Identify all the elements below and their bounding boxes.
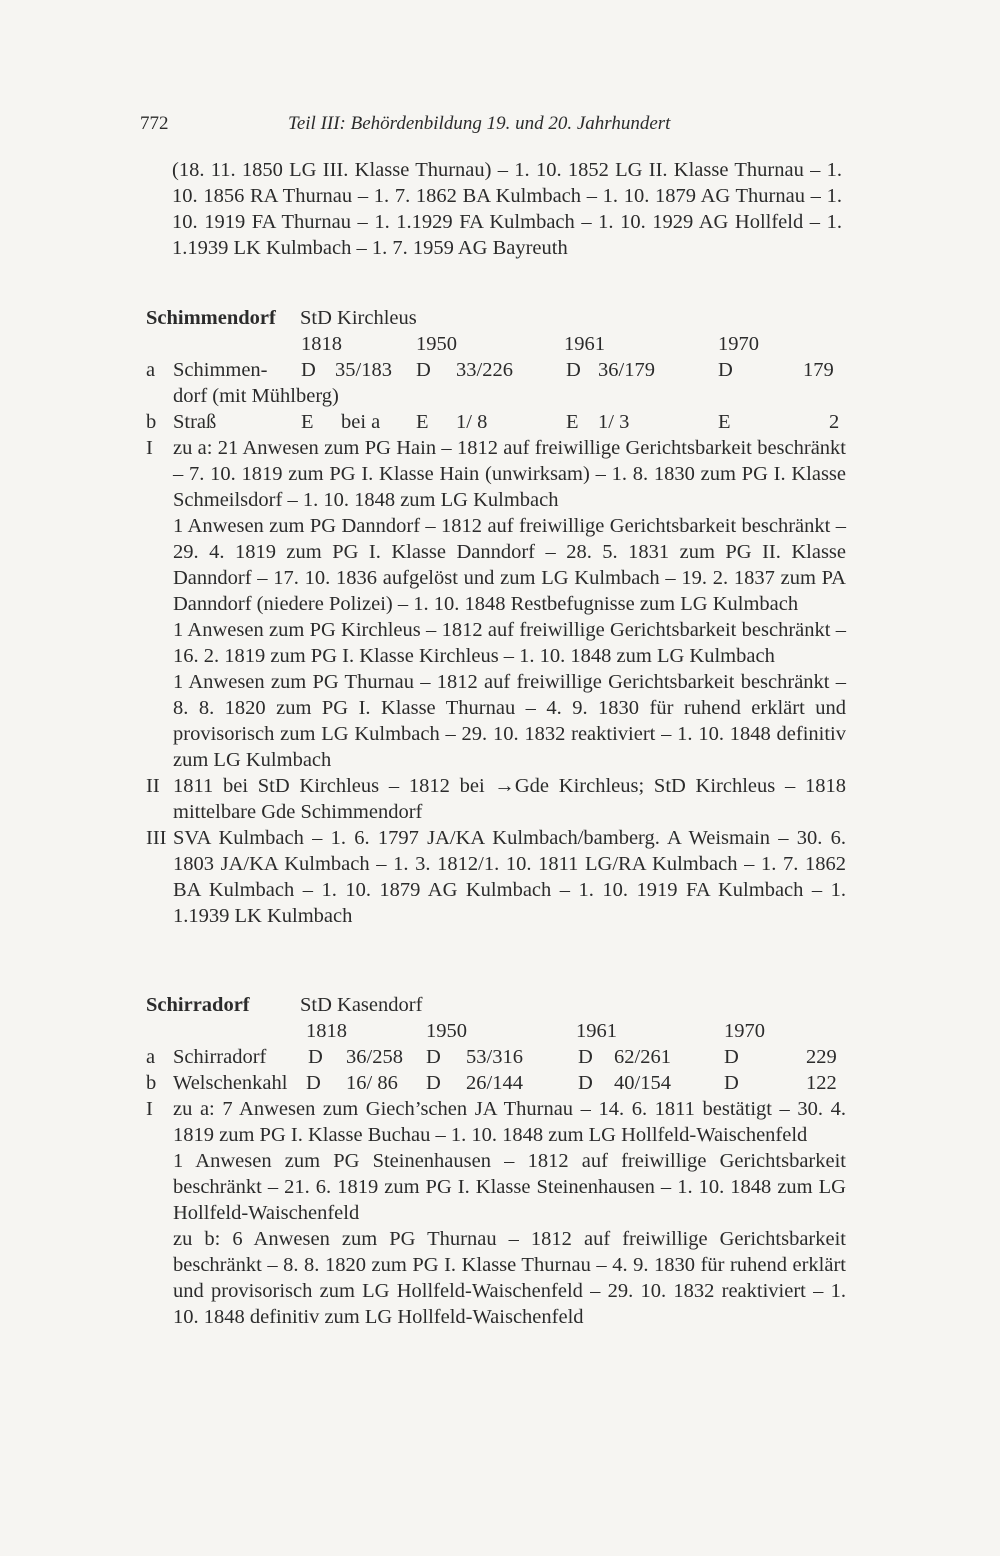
type-1950: D (416, 359, 431, 381)
place-name: Schimmendorf (146, 307, 276, 329)
value-1961: 1/ 3 (598, 411, 630, 433)
value-1970: 229 (806, 1046, 837, 1068)
section-text: zu a: 21 Anwesen zum PG Hain – 1812 auf freiwillige Gerichtsbarkeit beschränkt – 7. 10. 1819 zum PG I. Klasse Hain (unwirksam) – 1. 8. 1830 zum PG I. Klasse Schmeilsdorf – 1. 10. 1848 zum LG Kulmbach 1 Anwesen zum PG Danndorf – 1812 auf freiwillige Gerichtsbarkeit beschränkt – 29. 4. 1819 zum PG I. Klasse Danndorf – 28. 5. 1831 zum PG II. Klasse Danndorf – 17. 10. 1836 aufgelöst und zum LG Kulmbach – 19. 2. 1837 zum PA Danndorf (niedere Polizei) – 1. 10. 1848 Restbefugnisse zum LG Kulmbach 1 Anwesen zum PG Kirchleus – 1812 auf freiwillige Gerichtsbarkeit beschränkt – 16. 2. 1819 zum PG I. Klasse Kirchleus – 1. 10. 1848 zum LG Kulmbach 1 Anwesen zum PG Thurnau – 1812 auf freiwillige Gerichtsbarkeit beschränkt – 8. 8. 1820 zum PG I. Klasse Thurnau – 4. 9. 1830 für ruhend erklärt und provisorisch zum LG Kulmbach – 29. 10. 1832 reaktiviert – 1. 10. 1848 definitiv zum LG Kulmbach (173, 437, 846, 771)
type-1961: D (578, 1046, 593, 1068)
type-1950: D (426, 1072, 441, 1094)
row-place: Straß (173, 411, 217, 433)
year-1970: 1970 (724, 1020, 765, 1042)
type-1818: D (306, 1072, 321, 1094)
year-1950: 1950 (416, 333, 457, 355)
value-1970: 2 (829, 411, 840, 433)
section-III (146, 825, 846, 929)
row-mark: b (146, 1072, 157, 1094)
type-1970: E (718, 411, 731, 433)
type-1970: D (724, 1046, 739, 1068)
value-1818: 16/ 86 (346, 1072, 398, 1094)
data-row-a (146, 357, 846, 383)
value-1961: 40/154 (614, 1072, 671, 1094)
value-1818: 36/258 (346, 1046, 403, 1068)
running-title: Teil III: Behördenbildung 19. und 20. Jahrhundert (288, 113, 671, 134)
value-1950: 33/226 (456, 359, 513, 381)
entry-heading (146, 305, 846, 331)
row-mark: b (146, 411, 157, 433)
tax-district: StD Kasendorf (300, 994, 423, 1016)
year-1970: 1970 (718, 333, 759, 355)
section-text: SVA Kulmbach – 1. 6. 1797 JA/KA Kulmbach/bamberg. A Weismain – 30. 6. 1803 JA/KA Kulmbach – 1. 3. 1812/1. 10. 1811 LG/RA Kulmbach – 1. 7. 1862 BA Kulmbach – 1. 10. 1879 AG Kulmbach – 1. 10. 1919 FA Kulmbach – 1. 1.1939 LK Kulmbach (173, 827, 846, 927)
entry-schirradorf (146, 992, 846, 1330)
type-1818: E (301, 411, 314, 433)
tax-district: StD Kirchleus (300, 307, 417, 329)
section-mark: I (146, 1098, 153, 1120)
continuation-paragraph: (18. 11. 1850 LG III. Klasse Thurnau) – 1. 10. 1852 LG II. Klasse Thurnau – 1. 10. 1856 RA Thurnau – 1. 7. 1862 BA Kulmbach – 1. 10. 1879 AG Thurnau – 1. 10. 1919 FA Thurnau – 1. 1.1929 FA Kulmbach – 1. 10. 1929 AG Hollfeld – 1. 1.1939 LK Kulmbach – 1. 7. 1959 AG Bayreuth (172, 159, 842, 259)
row-mark: a (146, 1046, 156, 1068)
type-1961: E (566, 411, 579, 433)
type-1950: D (426, 1046, 441, 1068)
value-1818: 35/183 (335, 359, 392, 381)
type-1950: E (416, 411, 429, 433)
year-1961: 1961 (564, 333, 605, 355)
value-1818: bei a (341, 411, 381, 433)
value-1950: 53/316 (466, 1046, 523, 1068)
place-name: Schirradorf (146, 994, 250, 1016)
type-1818: D (301, 359, 316, 381)
row-place: Schirradorf (173, 1046, 267, 1068)
page-number: 772 (140, 113, 169, 134)
type-1970: D (718, 359, 733, 381)
type-1961: D (578, 1072, 593, 1094)
section-II (146, 773, 846, 825)
data-row-b (146, 1070, 846, 1096)
year-1950: 1950 (426, 1020, 467, 1042)
row-place: Schimmen- (173, 359, 268, 381)
value-1950: 26/144 (466, 1072, 523, 1094)
year-1818: 1818 (301, 333, 342, 355)
value-1961: 62/261 (614, 1046, 671, 1068)
type-1970: D (724, 1072, 739, 1094)
value-1970: 122 (806, 1072, 837, 1094)
type-1818: D (308, 1046, 323, 1068)
section-text: zu a: 7 Anwesen zum Giech’schen JA Thurnau – 14. 6. 1811 bestätigt – 30. 4. 1819 zum PG I. Klasse Buchau – 1. 10. 1848 zum LG Hollfeld-Waischenfeld 1 Anwesen zum PG Steinenhausen – 1812 auf freiwillige Gerichtsbarkeit beschränkt – 21. 6. 1819 zum PG I. Klasse Steinenhausen – 1. 10. 1848 zum LG Hollfeld-Waischenfeld zu b: 6 Anwesen zum PG Thurnau – 1812 auf freiwillige Gerichtsbarkeit beschränkt – 8. 8. 1820 zum PG I. Klasse Thurnau – 4. 9. 1830 für ruhend erklärt und provisorisch zum LG Hollfeld-Waischenfeld – 29. 10. 1832 reaktiviert – 1. 10. 1848 definitiv zum LG Hollfeld-Waischenfeld (173, 1098, 846, 1328)
data-row-a (146, 1044, 846, 1070)
section-I (146, 435, 846, 773)
section-I (146, 1096, 846, 1330)
value-1970: 179 (803, 359, 834, 381)
year-header-row (146, 1018, 846, 1044)
year-header-row (146, 331, 846, 357)
entry-schimmendorf (146, 305, 846, 929)
value-1961: 36/179 (598, 359, 655, 381)
section-text: 1811 bei StD Kirchleus – 1812 bei →Gde Kirchleus; StD Kirchleus – 1818 mittelbare Gde Schimmendorf (173, 775, 846, 823)
section-mark: I (146, 437, 153, 459)
row-place: Welschenkahl (173, 1072, 288, 1094)
row-continuation: dorf (mit Mühlberg) (173, 385, 339, 407)
type-1961: D (566, 359, 581, 381)
data-row-b (146, 409, 846, 435)
section-mark: II (146, 775, 160, 797)
row-mark: a (146, 359, 156, 381)
year-1818: 1818 (306, 1020, 347, 1042)
entry-heading (146, 992, 846, 1018)
value-1950: 1/ 8 (456, 411, 488, 433)
section-mark: III (146, 827, 167, 849)
year-1961: 1961 (576, 1020, 617, 1042)
